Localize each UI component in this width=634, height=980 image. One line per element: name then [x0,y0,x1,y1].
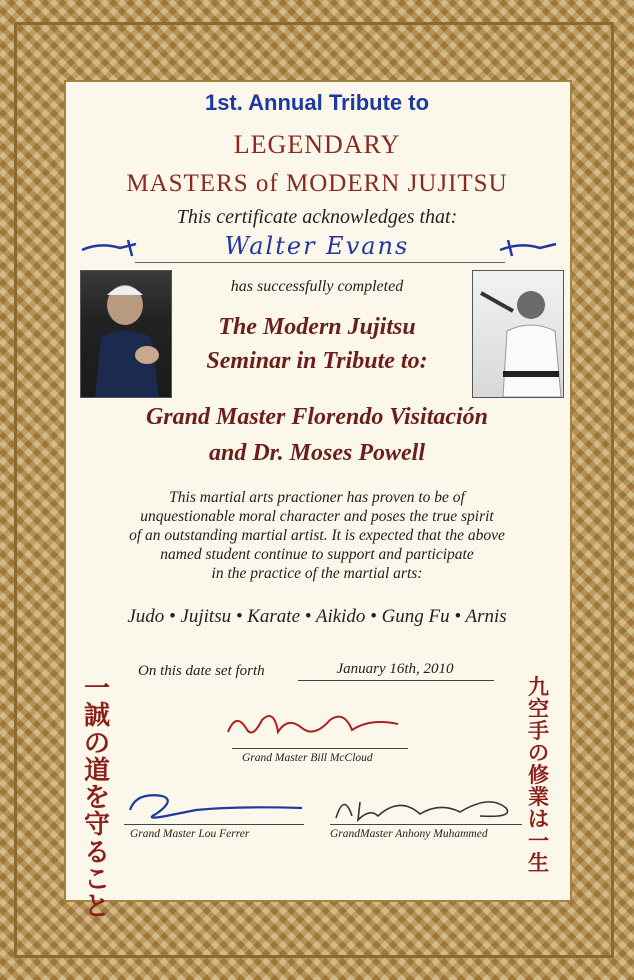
body-line: This martial arts practioner has proven to be of [169,489,465,506]
signature-label-right: GrandMaster Anhony Muhammed [330,828,488,840]
calligraphy-left: 一誠の道を守ること [84,674,111,923]
acknowledgement-text: This certificate acknowledges that: [176,206,458,228]
name-line [135,262,505,263]
seminar-line-2: Seminar in Tribute to: [206,348,428,374]
completed-text: has successfully completed [230,278,404,295]
signature-left-icon [126,788,306,824]
calligraphy-right: 九空手の修業は一生 [528,675,549,876]
signature-center-icon [222,706,412,746]
certificate-body [100,488,534,583]
signature-line-center [232,748,408,749]
signature-line-right [330,824,522,825]
signature-right-icon [330,790,520,826]
martial-arts-list: Judo • Jujitsu • Karate • Aikido • Gung Fu • Arnis [127,606,507,627]
body-line: of an outstanding martial artist. It is expected that the above [129,527,505,544]
signature-label-center: Grand Master Bill McCloud [242,752,373,764]
date-label: On this date set forth [138,663,265,679]
body-line: named student continue to support and participate [160,546,474,563]
recipient-name: Walter Evans [224,232,410,260]
body-line: in the practice of the martial arts: [211,565,423,582]
title-line-3: MASTERS of MODERN JUJITSU [126,170,508,197]
date-line [298,680,494,681]
date-value: January 16th, 2010 [336,661,454,677]
signature-label-left: Grand Master Lou Ferrer [130,828,250,840]
seminar-line-1: The Modern Jujitsu [218,314,416,340]
title-line-1: 1st. Annual Tribute to [204,90,430,115]
title-line-2: LEGENDARY [233,130,401,159]
signature-line-left [124,824,304,825]
body-line: unquestionable moral character and poses the true spirit [140,508,494,525]
honoree-line-2: and Dr. Moses Powell [208,440,426,466]
honoree-line-1: Grand Master Florendo Visitación [145,404,489,430]
